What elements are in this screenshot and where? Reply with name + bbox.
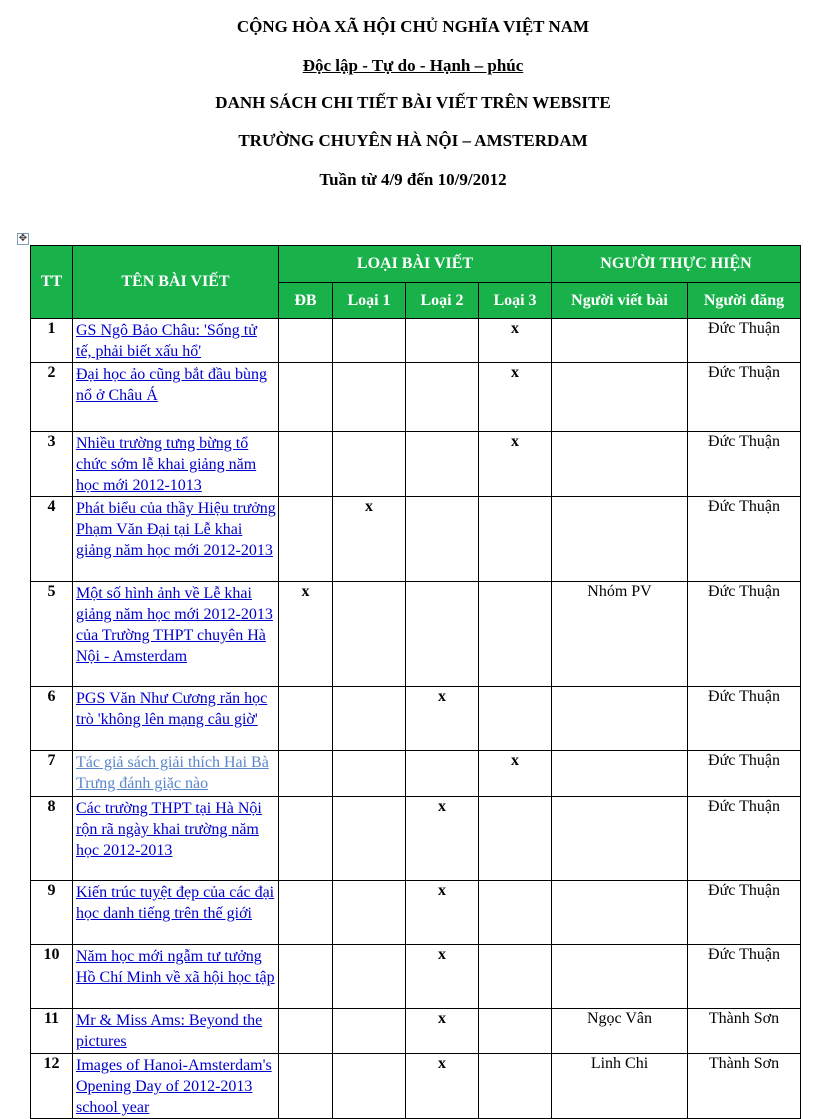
type-cell-db [279,582,333,687]
type-cell-db [279,1054,333,1119]
poster-cell: Đức Thuận [688,797,801,881]
motto [0,56,826,76]
type-cell-loai2 [406,363,479,432]
type-cell-loai1 [333,687,406,751]
writer-cell: Nhóm PV [552,582,688,687]
document-title: DANH SÁCH CHI TIẾT BÀI VIẾT TRÊN WEBSITE [215,93,611,112]
type-cell-db [279,432,333,497]
writer-cell [552,751,688,797]
type-cell-loai3 [479,1054,552,1119]
type-cell-db [279,687,333,751]
article-link[interactable]: Các trường THPT tại Hà Nội rộn rã ngày khai trường năm học 2012-2013 [76,800,262,859]
poster-cell: Đức Thuận [688,363,801,432]
table-row [31,945,801,1009]
type-cell-db [279,797,333,881]
type-cell-loai3 [479,363,552,432]
motto-text: Độc lập - Tự do - Hạnh – phúc [302,56,524,75]
table-row [31,432,801,497]
header-tt: TT [31,246,73,319]
type-cell-loai3 [479,687,552,751]
table-row [31,1009,801,1054]
article-link[interactable]: Kiến trúc tuyệt đẹp của các đại học danh tiếng trên thế giới [76,884,275,922]
table-row [31,582,801,687]
table-row [31,319,801,363]
type-cell-db [279,497,333,582]
poster-cell: Đức Thuận [688,497,801,582]
type-mark: x [438,798,446,815]
type-cell-loai3 [479,497,552,582]
article-title-cell [73,1054,279,1119]
type-cell-db [279,881,333,945]
type-cell-loai1 [333,1009,406,1054]
table-body [31,319,801,1119]
type-mark: x [438,688,446,705]
poster-cell: Đức Thuận [688,945,801,1009]
type-mark: x [511,364,519,381]
article-title-cell [73,881,279,945]
row-number: 2 [31,363,73,432]
table-row [31,797,801,881]
table-row [31,881,801,945]
type-cell-loai3 [479,582,552,687]
row-number: 3 [31,432,73,497]
type-cell-loai2 [406,432,479,497]
writer-cell [552,319,688,363]
row-number: 1 [31,319,73,363]
type-cell-loai2 [406,881,479,945]
type-mark: x [365,498,373,515]
type-cell-loai3 [479,945,552,1009]
poster-cell: Đức Thuận [688,319,801,363]
type-cell-loai1 [333,881,406,945]
writer-cell [552,881,688,945]
type-cell-db [279,751,333,797]
type-cell-db [279,363,333,432]
type-mark: x [511,752,519,769]
writer-cell [552,497,688,582]
row-number: 12 [31,1054,73,1119]
type-cell-loai1 [333,751,406,797]
type-cell-loai1 [333,797,406,881]
header-loai1: Loại 1 [333,283,406,319]
articles-table [30,245,801,1119]
article-title-cell [73,497,279,582]
poster-cell: Đức Thuận [688,751,801,797]
type-cell-loai2 [406,945,479,1009]
article-title-cell [73,1009,279,1054]
type-cell-loai1 [333,582,406,687]
row-number: 8 [31,797,73,881]
type-cell-db [279,319,333,363]
article-title-cell [73,363,279,432]
type-mark: x [438,946,446,963]
type-cell-loai2 [406,1054,479,1119]
article-title-cell [73,751,279,797]
header-poster: Người đăng [688,283,801,319]
type-mark: x [438,1055,446,1072]
type-cell-loai3 [479,1009,552,1054]
type-mark: x [438,1010,446,1027]
writer-cell [552,687,688,751]
type-cell-db [279,945,333,1009]
row-number: 7 [31,751,73,797]
table-row [31,497,801,582]
type-cell-loai1 [333,432,406,497]
row-number: 9 [31,881,73,945]
poster-cell: Đức Thuận [688,432,801,497]
header-loai2: Loại 2 [406,283,479,319]
writer-cell [552,945,688,1009]
type-cell-loai2 [406,687,479,751]
type-mark: x [511,433,519,450]
poster-cell: Thành Sơn [688,1009,801,1054]
header-db: ĐB [279,283,333,319]
article-link[interactable]: Năm học mới ngẫm tư tưởng Hồ Chí Minh về xã hội học tập [76,948,275,986]
article-title-cell [73,582,279,687]
table-row [31,687,801,751]
writer-cell [552,432,688,497]
type-cell-loai1 [333,1054,406,1119]
row-number: 5 [31,582,73,687]
row-number: 11 [31,1009,73,1054]
article-title-cell [73,432,279,497]
table-row [31,363,801,432]
type-cell-loai1 [333,497,406,582]
type-mark: x [511,320,519,337]
article-title-cell [73,797,279,881]
table-row [31,751,801,797]
type-cell-loai3 [479,319,552,363]
article-link[interactable]: Nhiều trường tưng bừng tổ chức sớm lễ khai giảng năm học mới 2012-1013 [76,435,257,494]
type-cell-loai2 [406,319,479,363]
article-title-cell [73,945,279,1009]
writer-cell: Linh Chi [552,1054,688,1119]
header-title: TÊN BÀI VIẾT [73,246,279,319]
writer-cell [552,363,688,432]
article-link[interactable]: Images of Hanoi-Amsterdam's Opening Day of 2012-2013 school year [76,1057,272,1116]
header-people-group: NGƯỜI THỰC HIỆN [552,246,801,283]
writer-cell: Ngọc Vân [552,1009,688,1054]
type-cell-loai2 [406,497,479,582]
poster-cell: Đức Thuận [688,582,801,687]
header-category-group: LOẠI BÀI VIẾT [279,246,552,283]
article-title-cell [73,319,279,363]
table-move-handle-icon[interactable]: ✥ [18,233,28,244]
article-link[interactable]: Phát biểu của thầy Hiệu trưởng Phạm Văn Đại tại Lễ khai giảng năm học mới 2012-2013 [76,500,276,559]
type-cell-loai3 [479,432,552,497]
country-title: CỘNG HÒA XÃ HỘI CHỦ NGHĨA VIỆT NAM [236,17,590,36]
article-link[interactable]: Đại học ảo cũng bắt đầu bùng nổ ở Châu Á [76,366,268,404]
article-link[interactable]: Một số hình ảnh về Lễ khai giảng năm học mới 2012-2013 của Trường THPT chuyên Hà Nội - Amsterdam [76,585,273,665]
poster-cell: Đức Thuận [688,881,801,945]
type-mark: x [301,583,310,600]
school-name: TRƯỜNG CHUYÊN HÀ NỘI – AMSTERDAM [238,131,588,150]
row-number: 4 [31,497,73,582]
type-cell-loai2 [406,797,479,881]
header-writer: Người viết bài [552,283,688,319]
type-cell-loai1 [333,945,406,1009]
type-mark: x [438,882,446,899]
type-cell-loai3 [479,797,552,881]
type-cell-loai2 [406,751,479,797]
type-cell-db [279,1009,333,1054]
poster-cell: Đức Thuận [688,687,801,751]
type-cell-loai2 [406,582,479,687]
row-number: 10 [31,945,73,1009]
article-title-cell [73,687,279,751]
type-cell-loai1 [333,319,406,363]
header-loai3: Loại 3 [479,283,552,319]
type-cell-loai3 [479,881,552,945]
table-row [31,1054,801,1119]
type-cell-loai1 [333,363,406,432]
article-link[interactable]: Mr & Miss Ams: Beyond the pictures [76,1012,263,1050]
week-range: Tuần từ 4/9 đến 10/9/2012 [319,170,507,189]
type-cell-loai2 [406,1009,479,1054]
type-cell-loai3 [479,751,552,797]
article-link[interactable]: GS Ngô Bảo Châu: 'Sống tử tế, phải biết xấu hổ' [76,322,257,360]
article-link[interactable]: Tác giả sách giải thích Hai Bà Trưng đánh giặc nào [76,754,269,792]
poster-cell: Thành Sơn [688,1054,801,1119]
writer-cell [552,797,688,881]
article-link[interactable]: PGS Văn Như Cương răn học trò 'không lên mạng câu giờ' [76,690,268,728]
row-number: 6 [31,687,73,751]
